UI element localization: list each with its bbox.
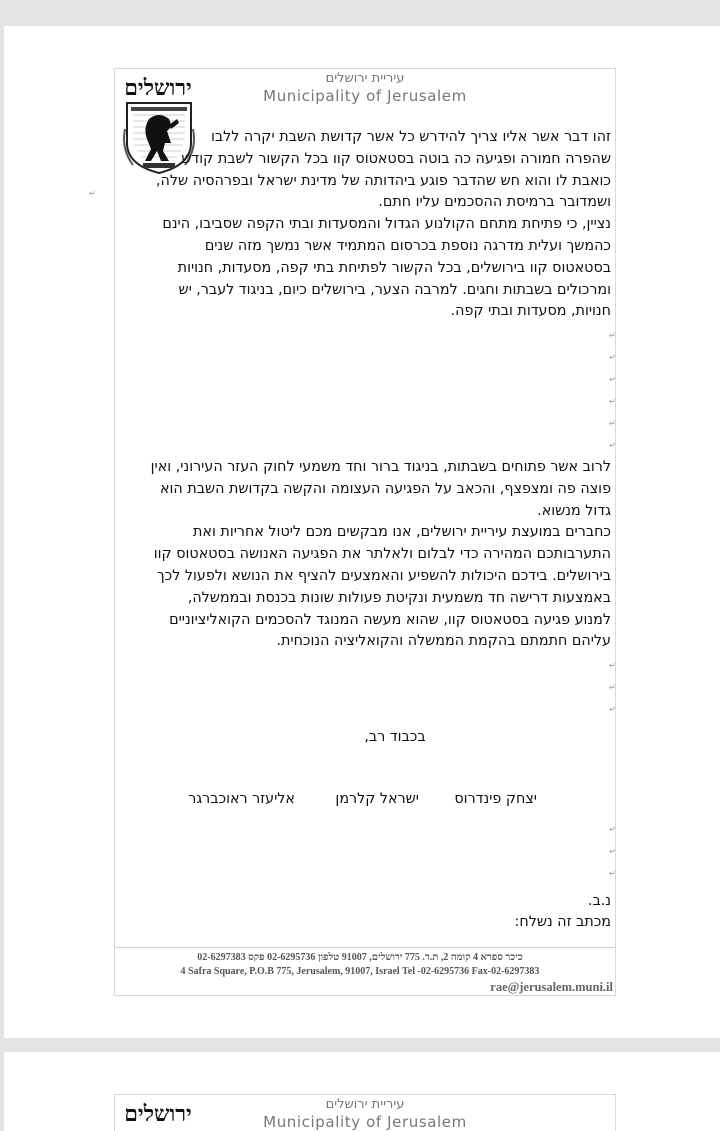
signature-block <box>177 791 537 813</box>
municipality-hebrew: עיריית ירושלים <box>325 71 405 86</box>
paragraph-mark-icon: ↵ <box>609 331 616 340</box>
text-line: ומרכולים בשבתות וחגים. למרבה הצער, בירושלים כיום, בניגוד לעבר, יש <box>178 281 611 298</box>
city-logo-text: ירושלים <box>124 1101 192 1127</box>
postscript-text: מכתב זה נשלח: <box>514 914 611 930</box>
letter-frame <box>114 1094 616 1131</box>
text-line: באמצעות דרישה חד משמעית ונקיטת פעולות שונות בכנסת ובממשלה, <box>187 589 611 606</box>
municipality-english: Municipality of Jerusalem <box>263 1113 467 1131</box>
paragraph-mark-icon: ↵ <box>609 869 616 878</box>
text-line: פוצה פה ומצפצף, והכאב על הפגיעה העצומה והקשה בקדושת השבת הוא <box>159 480 611 497</box>
text-line: כואבת לו והוא חש שהדבר פוגע ביהדותה של מדינת ישראל ובפרהסיה שלה, <box>156 172 611 189</box>
signatory-name: ישראל קלרמן <box>335 791 419 807</box>
paragraph-mark-icon: ↵ <box>609 419 616 428</box>
text-line: חנויות, מסעדות ובתי קפה. <box>450 303 611 320</box>
paragraph-mark-icon: ↵ <box>609 825 616 834</box>
text-line: כחברים במועצת עיריית ירושלים, אנו מבקשים מכם ליטול אחריות ואת <box>193 524 611 541</box>
closing-text: בכבוד רב, <box>364 729 426 745</box>
letter-frame <box>89 68 616 996</box>
text-line: בירושלים. בידכם היכולות להשפיע והאמצעים להציף את הנושא ולפעול לכך <box>156 567 611 584</box>
signatory-name: יצחק פינדרוס <box>454 791 537 807</box>
document-page-2 <box>4 1052 720 1131</box>
municipality-english: Municipality of Jerusalem <box>263 87 467 105</box>
text-line: לרוב אשר פתוחים בשבתות, בניגוד ברור וחד משמעי לחוק העזר העירוני, ואין <box>150 459 611 475</box>
paragraph-mark-icon: ↵ <box>89 189 96 198</box>
text-line: בסטאטוס קוו בירושלים, בכל הקשור לפתיחת בתי קפה, מסעדות, חנויות <box>177 259 611 276</box>
paragraph-mark-icon: ↵ <box>609 847 616 856</box>
paragraph-mark-icon: ↵ <box>609 353 616 362</box>
postscript-label: נ.ב. <box>587 893 611 909</box>
letterhead <box>115 1095 615 1131</box>
text-line: התערבותכם המהירה כדי לבלום ולאלתר את הפגיעה האנושה בסטאטוס קוו <box>153 546 611 563</box>
signatory-name: אליעזר ראוכברגר <box>188 791 295 807</box>
city-logo-text: ירושלים <box>124 75 192 101</box>
paragraph-mark-icon: ↵ <box>609 375 616 384</box>
paragraph-mark-icon: ↵ <box>609 397 616 406</box>
document-page <box>4 26 720 1038</box>
text-line: ושמדובר ברמיסת ההסכמים עליו חתם. <box>378 194 611 211</box>
footer-address-english: 4 Safra Square, P.O.B 775, Jerusalem, 91007, Israel Tel -02-6295736 Fax-02-6297383 <box>180 966 540 977</box>
text-line: נציין, כי פתיחת מתחם הקולנוע הגדול והמסעדות ובתי הקפה שסביבו, הינם <box>162 216 611 233</box>
text-line: שהפרה חמורה ופגיעה כה בוטה בסטאטוס קוו בכל הקשור לשבת קודש <box>181 150 611 167</box>
letter-footer <box>115 947 615 997</box>
postscript <box>515 891 611 933</box>
letter-paragraph-2 <box>115 457 611 653</box>
paragraph-mark-icon: ↵ <box>609 705 616 714</box>
footer-address-hebrew: כיכר ספרא 4 קומה 2, ת.ד. 775 ירושלים, 91007 טלפון 02-6295736 פקס 02-6297383 <box>197 952 523 963</box>
municipality-hebrew: עיריית ירושלים <box>325 1097 405 1112</box>
closing-salutation <box>115 729 615 745</box>
letter-paragraph-1 <box>115 127 611 323</box>
paragraph-mark-icon: ↵ <box>609 683 616 692</box>
footer-email: rae@jerusalem.muni.il <box>490 980 613 994</box>
text-line: גדול מנשוא. <box>537 502 611 519</box>
text-line: זהו דבר אשר אליו צריך להידרש כל אשר קדושת השבת יקרה ללבו <box>210 129 611 145</box>
text-line: כהמשך ועלית מדרגה נוספת בכרסום המתמיד אשר נמשך מזה שנים <box>204 237 611 254</box>
text-line: למנוע פגיעה בסטאטוס קוו, שהוא מעשה המנוגד להסכמים הקואליציוניים <box>169 611 611 628</box>
paragraph-mark-icon: ↵ <box>609 441 616 450</box>
text-line: עליהם חתמתם בהקמת הממשלה והקואליציה הנוכחית. <box>276 633 611 650</box>
paragraph-mark-icon: ↵ <box>609 661 616 670</box>
